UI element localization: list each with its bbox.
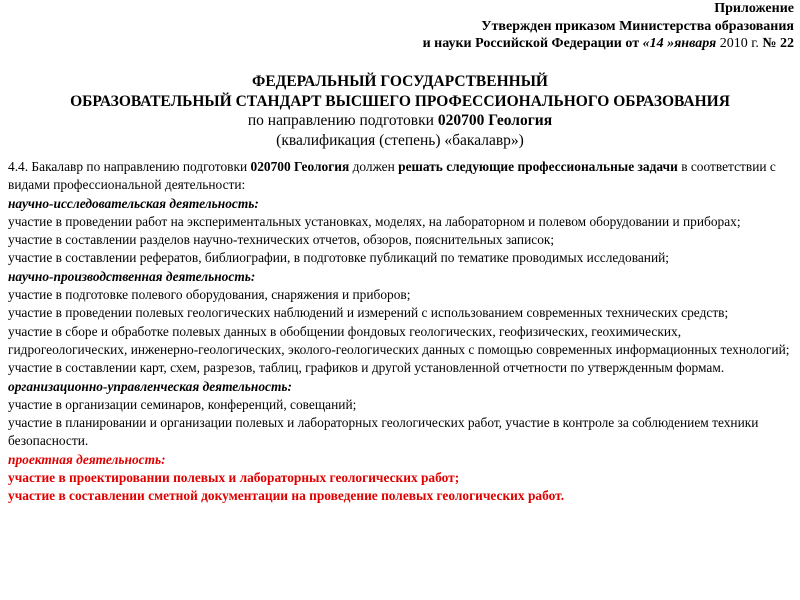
- appendix-label: Приложение: [714, 1, 794, 16]
- list-item-highlighted: участие в составлении сметной документации на проведение полевых геологических работ.: [8, 488, 565, 504]
- list-item: участие в сборе и обработке полевых данных в обобщении фондовых геологических, геофизических, геохимических, гидрогеологических, инженерно-геологических, эколого-геологических данных с помощью современных информационных технологий;: [8, 323, 790, 357]
- order-date-month: января: [674, 36, 717, 51]
- section-title-production: научно-производственная деятельность:: [8, 268, 256, 284]
- order-year: 2010 г.: [716, 36, 759, 51]
- approval-ministry-line: и науки Российской Федерации от «14 »января 2010 г. № 22: [422, 36, 794, 51]
- list-item: участие в составлении рефератов, библиографии, в подготовке публикаций по тематике проводимых исследований;: [8, 250, 669, 266]
- direction-code: 020700 Геология: [437, 112, 553, 129]
- intro-code: 020700 Геология: [250, 159, 350, 174]
- order-date-day: «14 »: [642, 36, 675, 51]
- section-title-design: проектная деятельность:: [8, 451, 166, 467]
- list-item: участие в проведении полевых геологических наблюдений и измерений с использованием современных технических средств;: [8, 305, 729, 321]
- approval-order-line: Утвержден приказом Министерства образования: [481, 18, 794, 34]
- list-item: участие в подготовке полевого оборудования, снаряжения и приборов;: [8, 287, 411, 303]
- list-item: участие в составлении разделов научно-технических отчетов, обзоров, пояснительных записок;: [8, 232, 555, 248]
- list-item-highlighted: участие в проектировании полевых и лабораторных геологических работ;: [8, 470, 460, 486]
- list-item: участие в составлении карт, схем, разрезов, таблиц, графиков и другой установленной отчетности по утвержденным формам.: [8, 360, 725, 376]
- document-body: [8, 158, 794, 506]
- list-item: участие в планировании и организации полевых и лабораторных геологических работ, участие в контроле за соблюдением техники безопасности.: [8, 415, 759, 449]
- list-item: участие в проведении работ на экспериментальных установках, моделях, на лабораторном и полевом оборудовании и приборах;: [8, 213, 741, 229]
- approval-block: [423, 0, 794, 53]
- direction-line: по направлению подготовки 020700 Геология: [247, 112, 553, 129]
- section-title-research: научно-исследовательская деятельность:: [8, 195, 259, 211]
- document-heading: [0, 72, 800, 150]
- title-line-1: ФЕДЕРАЛЬНЫЙ ГОСУДАРСТВЕННЫЙ: [252, 73, 548, 90]
- intro-paragraph: 4.4. Бакалавр по направлению подготовки 020700 Геология должен решать следующие профессиональные задачи в соответствии с видами профессиональной деятельности:: [8, 159, 776, 193]
- list-item: участие в организации семинаров, конференций, совещаний;: [8, 396, 357, 412]
- title-line-2: ОБРАЗОВАТЕЛЬНЫЙ СТАНДАРТ ВЫСШЕГО ПРОФЕССИОНАЛЬНОГО ОБРАЗОВАНИЯ: [70, 92, 730, 110]
- order-number: № 22: [758, 36, 794, 51]
- section-title-management: организационно-управленческая деятельность:: [8, 378, 292, 394]
- intro-emphasis: решать следующие профессиональные задачи: [398, 159, 678, 174]
- qualification-line: (квалификация (степень) «бакалавр»): [276, 131, 524, 149]
